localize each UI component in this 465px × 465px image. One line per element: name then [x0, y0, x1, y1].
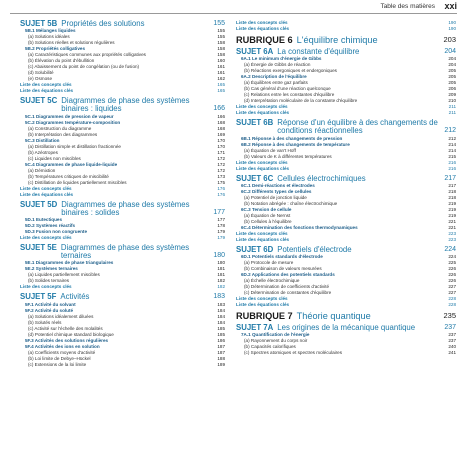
toc-section — [236, 20, 456, 32]
header-title: Table des matières — [380, 3, 435, 10]
toc-key-list-entry[interactable] — [20, 284, 225, 290]
toc-entry-label: (b) Capacités calorifiques — [244, 344, 296, 350]
rubrique-code: RUBRIQUE 7 — [236, 311, 293, 322]
toc-item[interactable] — [236, 350, 456, 356]
toc-entry-page: 211 — [448, 110, 456, 116]
toc-entry-label: 6C.3 Tension de cellule — [241, 206, 292, 212]
toc-entry-page: 182 — [217, 278, 225, 284]
toc-entry-page: 190 — [448, 26, 456, 31]
toc-entry-page: 176 — [217, 191, 225, 197]
toc-entry-label: (b) Détermination de coefficients d'activité — [244, 284, 330, 290]
toc-entry-label: (a) Énergie de Gibbs de réaction — [244, 62, 311, 68]
toc-entry-page: 178 — [217, 223, 225, 229]
toc-entry-label: Liste des équations clés — [236, 236, 290, 242]
toc-key-list-entry[interactable] — [20, 192, 225, 198]
toc-entry-label: 6A.1 Le minimum d'énergie de Gibbs — [241, 56, 322, 62]
sujet-heading[interactable] — [20, 20, 225, 28]
sujet-heading[interactable] — [236, 175, 456, 183]
toc-entry-label: (a) Échelle électrochimique — [244, 278, 300, 284]
toc-entry-label: (a) Potentiel de jonction liquide — [244, 194, 307, 200]
toc-entry-page: 162 — [217, 76, 225, 82]
toc-entry-page: 209 — [448, 92, 456, 98]
toc-entry-label: (d) Solubilité — [28, 70, 54, 76]
toc-entry-label: 6B.2 Réponse à des changements de température — [241, 141, 350, 147]
toc-entry-label: (b) Élévation du point d'ébullition — [28, 58, 95, 64]
toc-entry-page: 221 — [448, 218, 456, 224]
toc-section — [20, 201, 225, 241]
sujet-code: SUJET 6B — [236, 118, 274, 128]
toc-entry-page: 172 — [217, 155, 225, 161]
toc-entry-label: (b) Températures critiques de miscibilité — [28, 173, 109, 179]
toc-left-column — [20, 20, 225, 371]
sujet-heading[interactable] — [20, 244, 225, 260]
sujet-code: SUJET 5D — [20, 199, 58, 209]
toc-entry-page: 189 — [217, 361, 225, 367]
toc-entry-label: 5E.2 Systèmes ternaires — [25, 266, 78, 272]
toc-entry-label: Liste des concepts clés — [236, 230, 288, 236]
toc-entry-page: 214 — [448, 141, 456, 147]
sujet-title: La constante d'équilibre — [277, 47, 360, 56]
toc-key-list-entry[interactable] — [20, 235, 225, 241]
sujet-page: 180 — [213, 252, 225, 260]
toc-section — [20, 244, 225, 290]
toc-entry-label: Liste des concepts clés — [236, 20, 288, 25]
toc-entry-page: 226 — [448, 278, 456, 284]
sujet-title: Réponse d'un équilibre à des changements de conditions réactionnelles — [277, 118, 438, 136]
toc-section — [236, 311, 456, 321]
toc-entry-page: 181 — [217, 272, 225, 278]
toc-entry-page: 216 — [448, 159, 456, 165]
toc-entry-label: 5F.4 Activités des ions en solution — [25, 343, 100, 349]
toc-entry-label: Liste des équations clés — [20, 191, 74, 197]
toc-entry-page: 214 — [448, 147, 456, 153]
toc-entry-page: 173 — [217, 173, 225, 179]
toc-item[interactable] — [20, 362, 225, 368]
sujet-code: SUJET 7A — [236, 323, 274, 333]
running-header — [0, 0, 465, 14]
toc-entry-page: 219 — [448, 212, 456, 218]
toc-entry-page: 223 — [448, 236, 456, 242]
toc-entry-page: 240 — [448, 344, 456, 350]
toc-entry-label: (a) Solutions idéalement diluées — [28, 313, 94, 319]
toc-entry-label: Liste des concepts clés — [236, 104, 288, 110]
toc-key-list-entry[interactable] — [236, 237, 456, 243]
toc-entry-page: 183 — [217, 301, 225, 307]
toc-entry-label: (a) Protocole de mesure — [244, 260, 294, 266]
sujet-page: 237 — [444, 324, 456, 332]
sujet-title: Potentiels d'électrode — [277, 244, 352, 254]
sujet-heading[interactable] — [236, 48, 456, 56]
toc-entry-page: 177 — [217, 217, 225, 223]
toc-entry-label: (b) Réactions exergoniques et endergoniques — [244, 68, 337, 74]
toc-key-list-entry[interactable] — [236, 26, 456, 32]
toc-entry-label: (a) Solutions idéales — [28, 34, 70, 40]
toc-entry-page: 224 — [448, 254, 456, 260]
toc-entry-label: (a) Caractéristiques communes aux propriétés colligatives — [28, 52, 146, 58]
sujet-page: 224 — [444, 245, 456, 253]
toc-entry-label: 5D.2 Systèmes réactifs — [25, 223, 76, 229]
rubrique-title: L'équilibre chimique — [296, 35, 378, 45]
toc-entry-page: 172 — [217, 161, 225, 167]
toc-entry-label: 6D.2 Applications des potentiels standards — [241, 272, 335, 278]
toc-section — [20, 97, 225, 197]
toc-section — [20, 20, 225, 94]
toc-entry-label: 5F.2 Activité du soluté — [25, 307, 74, 313]
sujet-page: 183 — [213, 293, 225, 301]
toc-entry-page: 161 — [217, 70, 225, 76]
toc-entry-page: 237 — [448, 332, 456, 338]
toc-entry-label: Liste des concepts clés — [20, 284, 72, 290]
toc-entry-page: 176 — [217, 185, 225, 191]
sujet-code: SUJET 5B — [20, 19, 58, 28]
header-rule — [10, 13, 457, 14]
toc-section — [236, 119, 456, 171]
toc-entry-page: 184 — [217, 307, 225, 313]
sujet-code: SUJET 6D — [236, 244, 274, 254]
toc-entry-label: (b) Valeurs de K à différentes températures — [244, 153, 332, 159]
toc-entry-label: Liste des concepts clés — [20, 235, 72, 241]
toc-section — [236, 246, 456, 308]
toc-entry-page: 205 — [448, 80, 456, 86]
toc-entry-label: (b) Solutés réels — [28, 319, 62, 325]
toc-entry-page: 204 — [448, 62, 456, 68]
toc-entry-page: 155 — [217, 34, 225, 40]
toc-entry-page: 161 — [217, 64, 225, 70]
sujet-title: Diagrammes de phase des systèmes ternaires — [60, 243, 190, 261]
sujet-title: Diagrammes de phase des systèmes binaires : liquides — [61, 96, 190, 114]
toc-entry-page: 216 — [448, 165, 456, 171]
toc-entry-label: 5C.2 Diagrammes température-composition — [25, 119, 121, 125]
rubrique-heading[interactable] — [236, 311, 456, 321]
toc-entry-label: Liste des équations clés — [236, 26, 290, 31]
sujet-heading[interactable] — [236, 324, 456, 332]
toc-entry-label: (d) Potentiel chimique standard biologique — [28, 331, 114, 337]
sujet-title: Diagrammes de phase des systèmes binaires : solides — [61, 199, 190, 217]
toc-entry-label: Liste des équations clés — [236, 302, 290, 308]
toc-entry-label: 5F.1 Activité du solvant — [25, 301, 76, 307]
header-page-number: xxi — [444, 1, 457, 11]
toc-entry-label: (a) Rayonnement du corps noir — [244, 338, 308, 344]
rubrique-page: 203 — [443, 35, 456, 44]
toc-entry-page: 218 — [448, 194, 456, 200]
sujet-heading[interactable] — [236, 246, 456, 254]
toc-entry-page: 181 — [217, 266, 225, 272]
toc-entry-page: 171 — [217, 149, 225, 155]
toc-entry-page: 170 — [217, 137, 225, 143]
rubrique-title: Théorie quantique — [296, 311, 371, 322]
toc-entry-page: 219 — [448, 200, 456, 206]
toc-entry-page: 170 — [217, 143, 225, 149]
rubrique-code: RUBRIQUE 6 — [236, 35, 293, 45]
toc-entry-label: Liste des équations clés — [20, 88, 74, 94]
toc-entry-page: 158 — [217, 52, 225, 58]
sujet-page: 217 — [444, 174, 456, 182]
toc-entry-label: (b) Interprétation des diagrammes — [28, 131, 98, 137]
toc-entry-label: (b) Cas général d'une réaction quelconque — [244, 86, 331, 92]
toc-entry-label: (e) Osmose — [28, 76, 52, 82]
toc-entry-page: 223 — [448, 230, 456, 236]
toc-entry-label: (c) Activité sur l'échelle des molalités — [28, 325, 103, 331]
toc-key-list-entry[interactable] — [236, 302, 456, 308]
toc-entry-label: Liste des équations clés — [236, 110, 290, 116]
toc-entry-label: (a) Construction du diagramme — [28, 125, 92, 131]
toc-section — [236, 324, 456, 356]
toc-entry-label: (b) Notation abrégée : chaîne électrochimique — [244, 200, 338, 206]
toc-entry-page: 227 — [448, 284, 456, 290]
toc-section — [236, 48, 456, 116]
toc-entry-label: 6C.1 Demi-réactions et électrodes — [241, 182, 315, 188]
sujet-heading[interactable] — [236, 119, 456, 135]
toc-entry-page: 155 — [217, 28, 225, 34]
toc-entry-label: 5B.1 Mélanges liquides — [25, 28, 76, 34]
toc-entry-label: 7A.1 Quantification de l'énergie — [241, 332, 310, 338]
toc-entry-page: 185 — [217, 325, 225, 331]
toc-entry-label: 5C.1 Diagrammes de pression de vapeur — [25, 113, 114, 119]
toc-entry-page: 179 — [217, 235, 225, 241]
toc-entry-label: (a) Équation de van't Hoff — [244, 147, 296, 153]
toc-entry-label: Liste des concepts clés — [236, 296, 288, 302]
toc-entry-label: (b) Azéotropes — [28, 149, 58, 155]
toc-entry-label: Liste des équations clés — [236, 165, 290, 171]
toc-entry-page: 225 — [448, 260, 456, 266]
toc-entry-label: 6B.1 Réponse à des changements de pression — [241, 135, 343, 141]
sujet-page: 212 — [444, 127, 456, 135]
toc-entry-page: 165 — [217, 88, 225, 94]
toc-entry-label: (c) Distillation de liquides partiellement miscibles — [28, 179, 127, 185]
toc-entry-page: 211 — [448, 104, 456, 110]
toc-entry-page: 228 — [448, 302, 456, 308]
toc-entry-label: (c) Extensions de la loi limite — [28, 361, 87, 367]
sujet-heading[interactable] — [20, 293, 225, 301]
toc-entry-label: (b) Solutions réelles et solutions régulières — [28, 40, 115, 46]
toc-entry-page: 210 — [448, 98, 456, 104]
toc-entry-label: 5D.1 Eutectiques — [25, 217, 63, 223]
toc-entry-page: 227 — [448, 290, 456, 296]
toc-entry-page: 187 — [217, 349, 225, 355]
toc-entry-page: 158 — [217, 40, 225, 46]
toc-key-list-entry[interactable] — [236, 166, 456, 172]
toc-entry-page: 166 — [217, 113, 225, 119]
sujet-code: SUJET 5E — [20, 243, 57, 253]
toc-entry-page: 158 — [217, 46, 225, 52]
toc-entry-label: (a) Démixtion — [28, 167, 56, 173]
toc-entry-label: Liste des concepts clés — [20, 82, 72, 88]
toc-entry-label: 5D.3 Fusion non congruente — [25, 229, 88, 235]
toc-right-column — [236, 20, 456, 359]
toc-entry-label: (a) Liquides partiellement miscibles — [28, 272, 100, 278]
toc-entry-page: 226 — [448, 266, 456, 272]
toc-entry-page: 179 — [217, 229, 225, 235]
toc-entry-label: (a) Équation de Nernst — [244, 212, 291, 218]
toc-entry-page: 180 — [217, 260, 225, 266]
toc-entry-page: 217 — [448, 182, 456, 188]
sujet-page: 177 — [213, 208, 225, 216]
toc-entry-label: (c) Liquides non miscibles — [28, 155, 81, 161]
toc-entry-label: 5F.3 Activités des solutions régulières — [25, 337, 109, 343]
toc-entry-page: 169 — [217, 131, 225, 137]
toc-entry-label: 6C.2 Différents types de cellules — [241, 188, 312, 194]
sujet-page: 204 — [444, 48, 456, 55]
sujet-code: SUJET 5C — [20, 96, 58, 106]
toc-section — [236, 35, 456, 45]
toc-entry-page: 219 — [448, 206, 456, 212]
toc-entry-page: 172 — [217, 167, 225, 173]
toc-entry-label: (a) Coefficients moyens d'activité — [28, 349, 96, 355]
toc-entry-label: (c) Détermination de constantes d'équilibre — [244, 290, 332, 296]
rubrique-page: 235 — [443, 311, 456, 321]
toc-entry-label: Liste des concepts clés — [236, 159, 288, 165]
sujet-code: SUJET 5F — [20, 292, 57, 302]
toc-entry-label: 5B.2 Propriétés colligatives — [25, 46, 85, 52]
toc-entry-page: 226 — [448, 272, 456, 278]
toc-section — [236, 175, 456, 243]
sujet-title: Activités — [60, 292, 90, 302]
toc-entry-page: 205 — [448, 74, 456, 80]
sujet-code: SUJET 6C — [236, 173, 274, 183]
sujet-heading[interactable] — [20, 97, 225, 113]
toc-entry-page: 185 — [217, 331, 225, 337]
toc-entry-label: (b) Loi limite de Debye–Hückel — [28, 355, 91, 361]
sujet-code: SUJET 6A — [236, 47, 274, 56]
toc-entry-label: (a) Distillation simple et distillation fractionnée — [28, 143, 121, 149]
toc-entry-page: 188 — [217, 355, 225, 361]
toc-entry-page: 165 — [217, 82, 225, 88]
toc-entry-label: 6A.2 Description de l'équilibre — [241, 74, 307, 80]
toc-entry-label: 5C.3 Distillation — [25, 137, 60, 143]
toc-section — [20, 293, 225, 367]
sujet-heading[interactable] — [20, 201, 225, 217]
toc-entry-page: 184 — [217, 313, 225, 319]
sujet-title: Propriétés des solutions — [61, 19, 145, 28]
toc-entry-page: 237 — [448, 338, 456, 344]
toc-entry-page: 168 — [217, 125, 225, 131]
toc-entry-page: 241 — [448, 350, 456, 356]
toc-entry-label: Liste des concepts clés — [20, 185, 72, 191]
toc-entry-page: 228 — [448, 296, 456, 302]
toc-key-list-entry[interactable] — [236, 110, 456, 116]
toc-entry-label: (a) Équilibres entre gaz parfaits — [244, 80, 308, 86]
toc-entry-page: 206 — [448, 86, 456, 92]
toc-entry-page: 212 — [448, 135, 456, 141]
toc-entry-page: 215 — [448, 153, 456, 159]
toc-entry-page: 221 — [448, 224, 456, 230]
toc-entry-label: (b) Solides ternaires — [28, 278, 70, 284]
toc-entry-label: 6D.1 Potentiels standards d'électrode — [241, 254, 323, 260]
toc-entry-label: (c) Spectres atomiques et spectres moléculaires — [244, 350, 343, 356]
toc-entry-page: 190 — [448, 20, 456, 25]
sujet-title: Cellules électrochimiques — [277, 173, 366, 183]
toc-key-list-entry[interactable] — [20, 88, 225, 94]
toc-entry-label: (b) Cellules à l'équilibre — [244, 218, 292, 224]
toc-entry-page: 182 — [217, 284, 225, 290]
toc-entry-label: 6C.4 Détermination des fonctions thermodynamiques — [241, 224, 358, 230]
toc-entry-label: 5E.1 Diagrammes de phase triangulaires — [25, 260, 114, 266]
toc-entry-label: (c) Abaissement du point de congélation (ou de fusion) — [28, 64, 140, 70]
toc-entry-label: (c) Relations entre les constantes d'équilibre — [244, 92, 335, 98]
toc-entry-page: 218 — [448, 188, 456, 194]
toc-entry-label: (d) Interprétation moléculaire de la constante d'équilibre — [244, 98, 358, 104]
toc-entry-label: (b) Combinaison de valeurs mesurées — [244, 266, 322, 272]
toc-entry-page: 186 — [217, 337, 225, 343]
sujet-page: 155 — [213, 20, 225, 27]
rubrique-heading[interactable] — [236, 35, 456, 45]
toc-entry-page: 205 — [448, 68, 456, 74]
sujet-page: 166 — [213, 105, 225, 113]
toc-entry-label: 5C.4 Diagrammes de phase liquide-liquide — [25, 161, 118, 167]
toc-entry-page: 160 — [217, 58, 225, 64]
toc-entry-page: 187 — [217, 343, 225, 349]
toc-entry-page: 175 — [217, 179, 225, 185]
toc-entry-page: 184 — [217, 319, 225, 325]
sujet-title: Les origines de la mécanique quantique — [277, 323, 416, 333]
toc-entry-page: 168 — [217, 119, 225, 125]
toc-entry-page: 204 — [448, 56, 456, 62]
